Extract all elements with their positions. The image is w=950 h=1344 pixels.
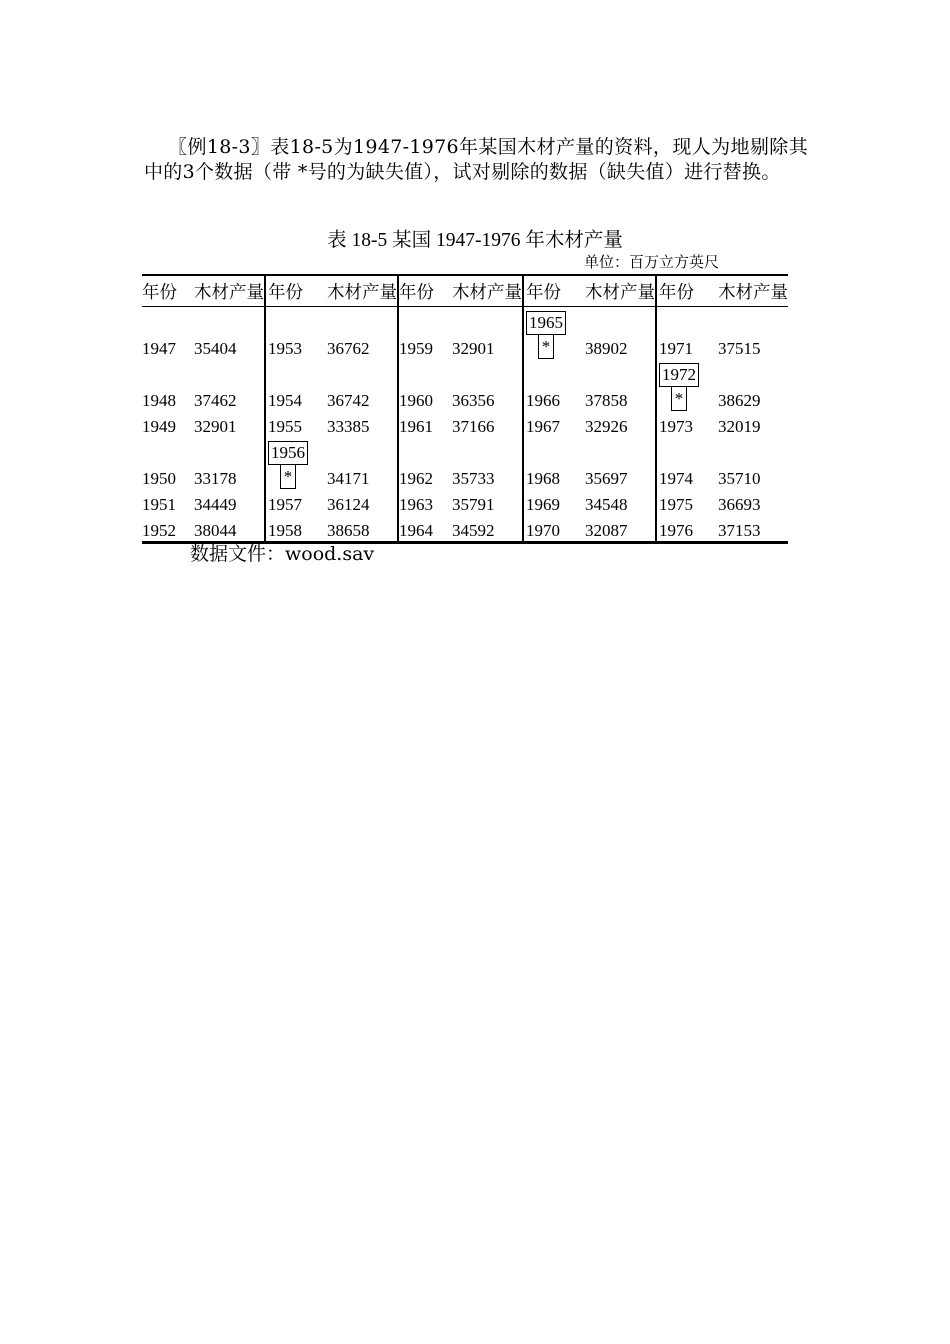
output-cell: 38629 [718, 391, 761, 410]
header-output: 木材产量 [327, 281, 397, 302]
output-cell: 32087 [585, 521, 628, 540]
year-cell: 1947 [142, 339, 176, 358]
output-cell: 37166 [452, 417, 495, 436]
wood-production-table [142, 274, 788, 544]
output-cell: 36356 [452, 391, 495, 410]
year-cell: 1949 [142, 417, 176, 436]
output-cell: 36124 [327, 495, 370, 514]
output-cell: 36762 [327, 339, 370, 358]
output-cell: 38044 [194, 521, 237, 540]
year-cell: 1969 [523, 489, 585, 515]
table-row [142, 411, 788, 437]
year-cell: 1966 [523, 359, 585, 411]
output-cell: 37858 [585, 391, 628, 410]
missing-year: 1956 [268, 441, 308, 465]
missing-year: 1972 [659, 363, 699, 387]
year-cell: 1963 [398, 489, 452, 515]
output-cell: 35697 [585, 469, 628, 488]
year-cell: 1955 [265, 411, 327, 437]
header-output: 木材产量 [194, 281, 264, 302]
missing-star: * [671, 387, 688, 411]
output-cell: 35404 [194, 339, 237, 358]
year-cell: 1962 [398, 437, 452, 489]
year-cell: 1958 [265, 515, 327, 543]
table-row [142, 437, 788, 489]
output-cell: 33178 [194, 469, 237, 488]
output-cell: 32901 [194, 417, 237, 436]
unit-label: 单位：百万立方英尺 [584, 253, 720, 271]
table-row [142, 307, 788, 360]
missing-year-cell [265, 437, 327, 489]
year-cell: 1954 [265, 359, 327, 411]
year-cell: 1973 [656, 411, 718, 437]
year-cell: 1976 [656, 515, 718, 543]
year-cell: 1974 [656, 437, 718, 489]
output-cell: 36693 [718, 495, 761, 514]
output-cell: 34548 [585, 495, 628, 514]
missing-star: * [538, 335, 555, 359]
output-cell: 38658 [327, 521, 370, 540]
output-cell: 32926 [585, 417, 628, 436]
output-cell: 36742 [327, 391, 370, 410]
year-cell: 1948 [142, 391, 176, 410]
data-file-note: 数据文件：wood.sav [190, 543, 375, 565]
year-cell: 1951 [142, 495, 176, 514]
header-year: 年份 [142, 281, 177, 302]
table-row [142, 359, 788, 411]
output-cell: 37153 [718, 521, 761, 540]
missing-year: 1965 [526, 311, 566, 335]
year-cell: 1967 [523, 411, 585, 437]
output-cell: 35791 [452, 495, 495, 514]
year-cell: 1970 [523, 515, 585, 543]
missing-star: * [280, 465, 297, 489]
output-cell: 35710 [718, 469, 761, 488]
output-cell: 34449 [194, 495, 237, 514]
year-cell: 1971 [656, 307, 718, 360]
table-row [142, 489, 788, 515]
output-cell: 37462 [194, 391, 237, 410]
output-cell: 32901 [452, 339, 495, 358]
output-cell: 34592 [452, 521, 495, 540]
header-year: 年份 [398, 275, 452, 307]
year-cell: 1964 [398, 515, 452, 543]
table-title: 表 18-5 某国 1947-1976 年木材产量 [327, 230, 623, 251]
year-cell: 1960 [398, 359, 452, 411]
paragraph-text: 〖例18-3〗表18-5为1947-1976年某国木材产量的资料，现人为地剔除其中的3个数据（带 *号的为缺失值），试对剔除的数据（缺失值）进行替换。 [144, 136, 808, 183]
year-cell: 1952 [142, 521, 176, 540]
missing-year-cell [656, 359, 718, 411]
year-cell: 1959 [398, 307, 452, 360]
year-cell: 1950 [142, 469, 176, 488]
year-cell: 1961 [398, 411, 452, 437]
example-paragraph [144, 135, 808, 185]
header-year: 年份 [523, 275, 585, 307]
output-cell: 34171 [327, 469, 370, 488]
output-cell: 38902 [585, 339, 628, 358]
header-year: 年份 [265, 275, 327, 307]
missing-year-cell [523, 307, 585, 360]
year-cell: 1953 [265, 307, 327, 360]
header-year: 年份 [656, 275, 718, 307]
header-output: 木材产量 [452, 281, 522, 302]
output-cell: 33385 [327, 417, 370, 436]
year-cell: 1968 [523, 437, 585, 489]
output-cell: 35733 [452, 469, 495, 488]
header-output: 木材产量 [585, 281, 655, 302]
output-cell: 32019 [718, 417, 761, 436]
output-cell: 37515 [718, 339, 761, 358]
header-output: 木材产量 [718, 281, 788, 302]
header-row [142, 275, 788, 307]
year-cell: 1975 [656, 489, 718, 515]
year-cell: 1957 [265, 489, 327, 515]
